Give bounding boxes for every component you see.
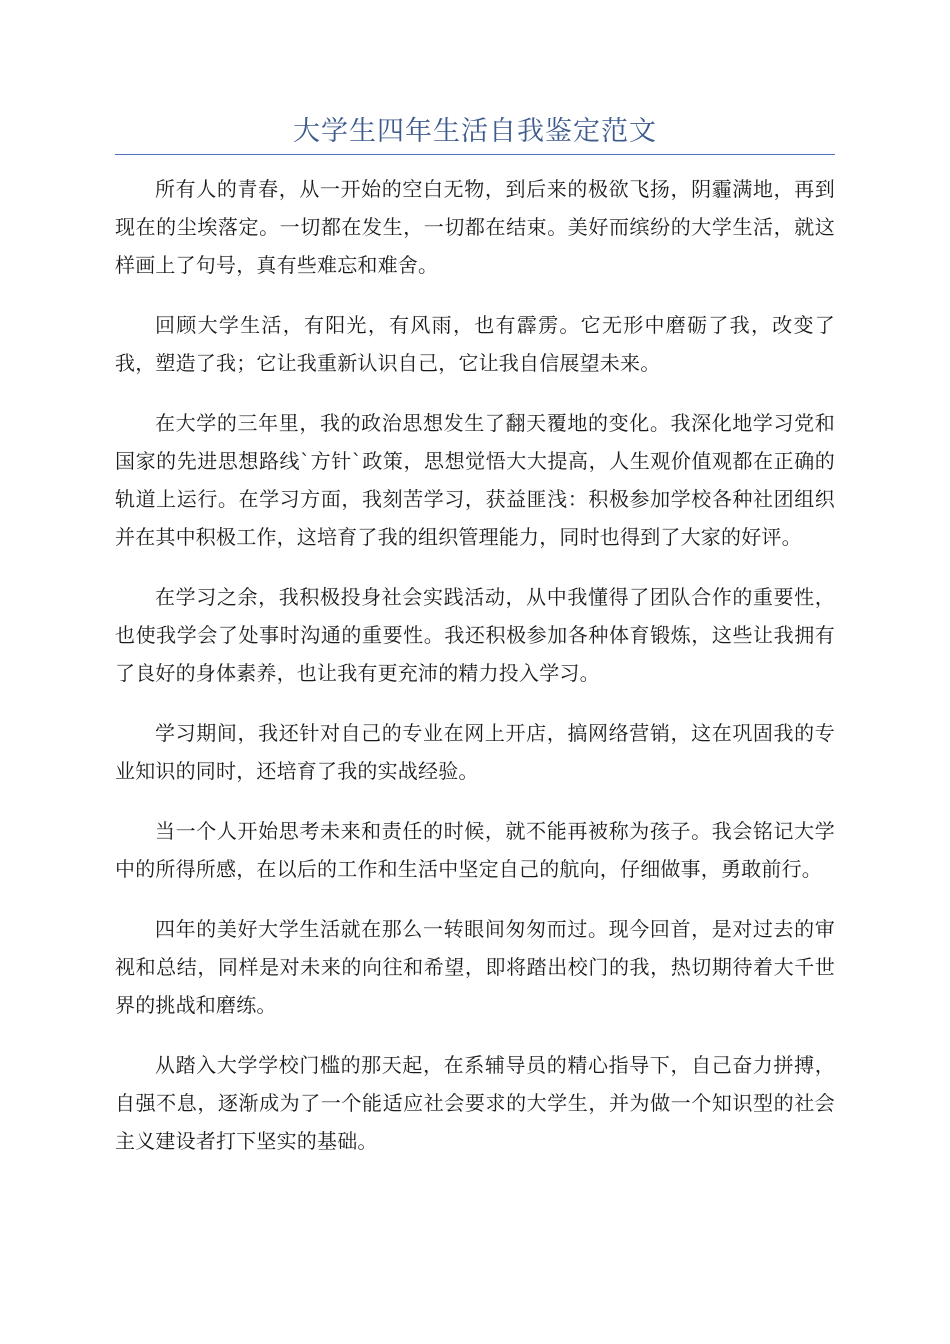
paragraph-4: 在学习之余，我积极投身社会实践活动，从中我懂得了团队合作的重要性，也使我学会了处事时沟通的重要性。我还积极参加各种体育锻炼，这些让我拥有了良好的身体素养，也让我有更充沛的精力投入学习。 [115, 585, 835, 685]
document-body [115, 170, 835, 1182]
paragraph-1: 所有人的青春，从一开始的空白无物，到后来的极欲飞扬，阴霾满地，再到现在的尘埃落定。一切都在发生，一切都在结束。美好而缤纷的大学生活，就这样画上了句号，真有些难忘和难舍。 [115, 177, 835, 277]
document-title: 大学生四年生活自我鉴定范文 [293, 116, 657, 147]
paragraph-6: 当一个人开始思考未来和责任的时候，就不能再被称为孩子。我会铭记大学中的所得所感，在以后的工作和生活中坚定自己的航向，仔细做事，勇敢前行。 [115, 819, 835, 881]
title-underline [115, 154, 835, 155]
paragraph-2: 回顾大学生活，有阳光，有风雨，也有霹雳。它无形中磨砺了我，改变了我，塑造了我；它让我重新认识自己，它让我自信展望未来。 [115, 313, 835, 375]
paragraph-5: 学习期间，我还针对自己的专业在网上开店，搞网络营销，这在巩固我的专业知识的同时，还培育了我的实战经验。 [115, 721, 835, 783]
paragraph-3: 在大学的三年里，我的政治思想发生了翻天覆地的变化。我深化地学习党和国家的先进思想路线`方针`政策，思想觉悟大大提高，人生观价值观都在正确的轨道上运行。在学习方面，我刻苦学习，获益匪浅：积极参加学校各种社团组织并在其中积极工作，这培育了我的组织管理能力，同时也得到了大家的好评。 [115, 411, 835, 549]
paragraph-8: 从踏入大学学校门槛的那天起，在系辅导员的精心指导下，自己奋力拼搏，自强不息，逐渐成为了一个能适应社会要求的大学生，并为做一个知识型的社会主义建设者打下坚实的基础。 [115, 1053, 835, 1153]
paragraph-7: 四年的美好大学生活就在那么一转眼间匆匆而过。现今回首，是对过去的审视和总结，同样是对未来的向往和希望，即将踏出校门的我，热切期待着大千世界的挑战和磨练。 [115, 917, 835, 1017]
